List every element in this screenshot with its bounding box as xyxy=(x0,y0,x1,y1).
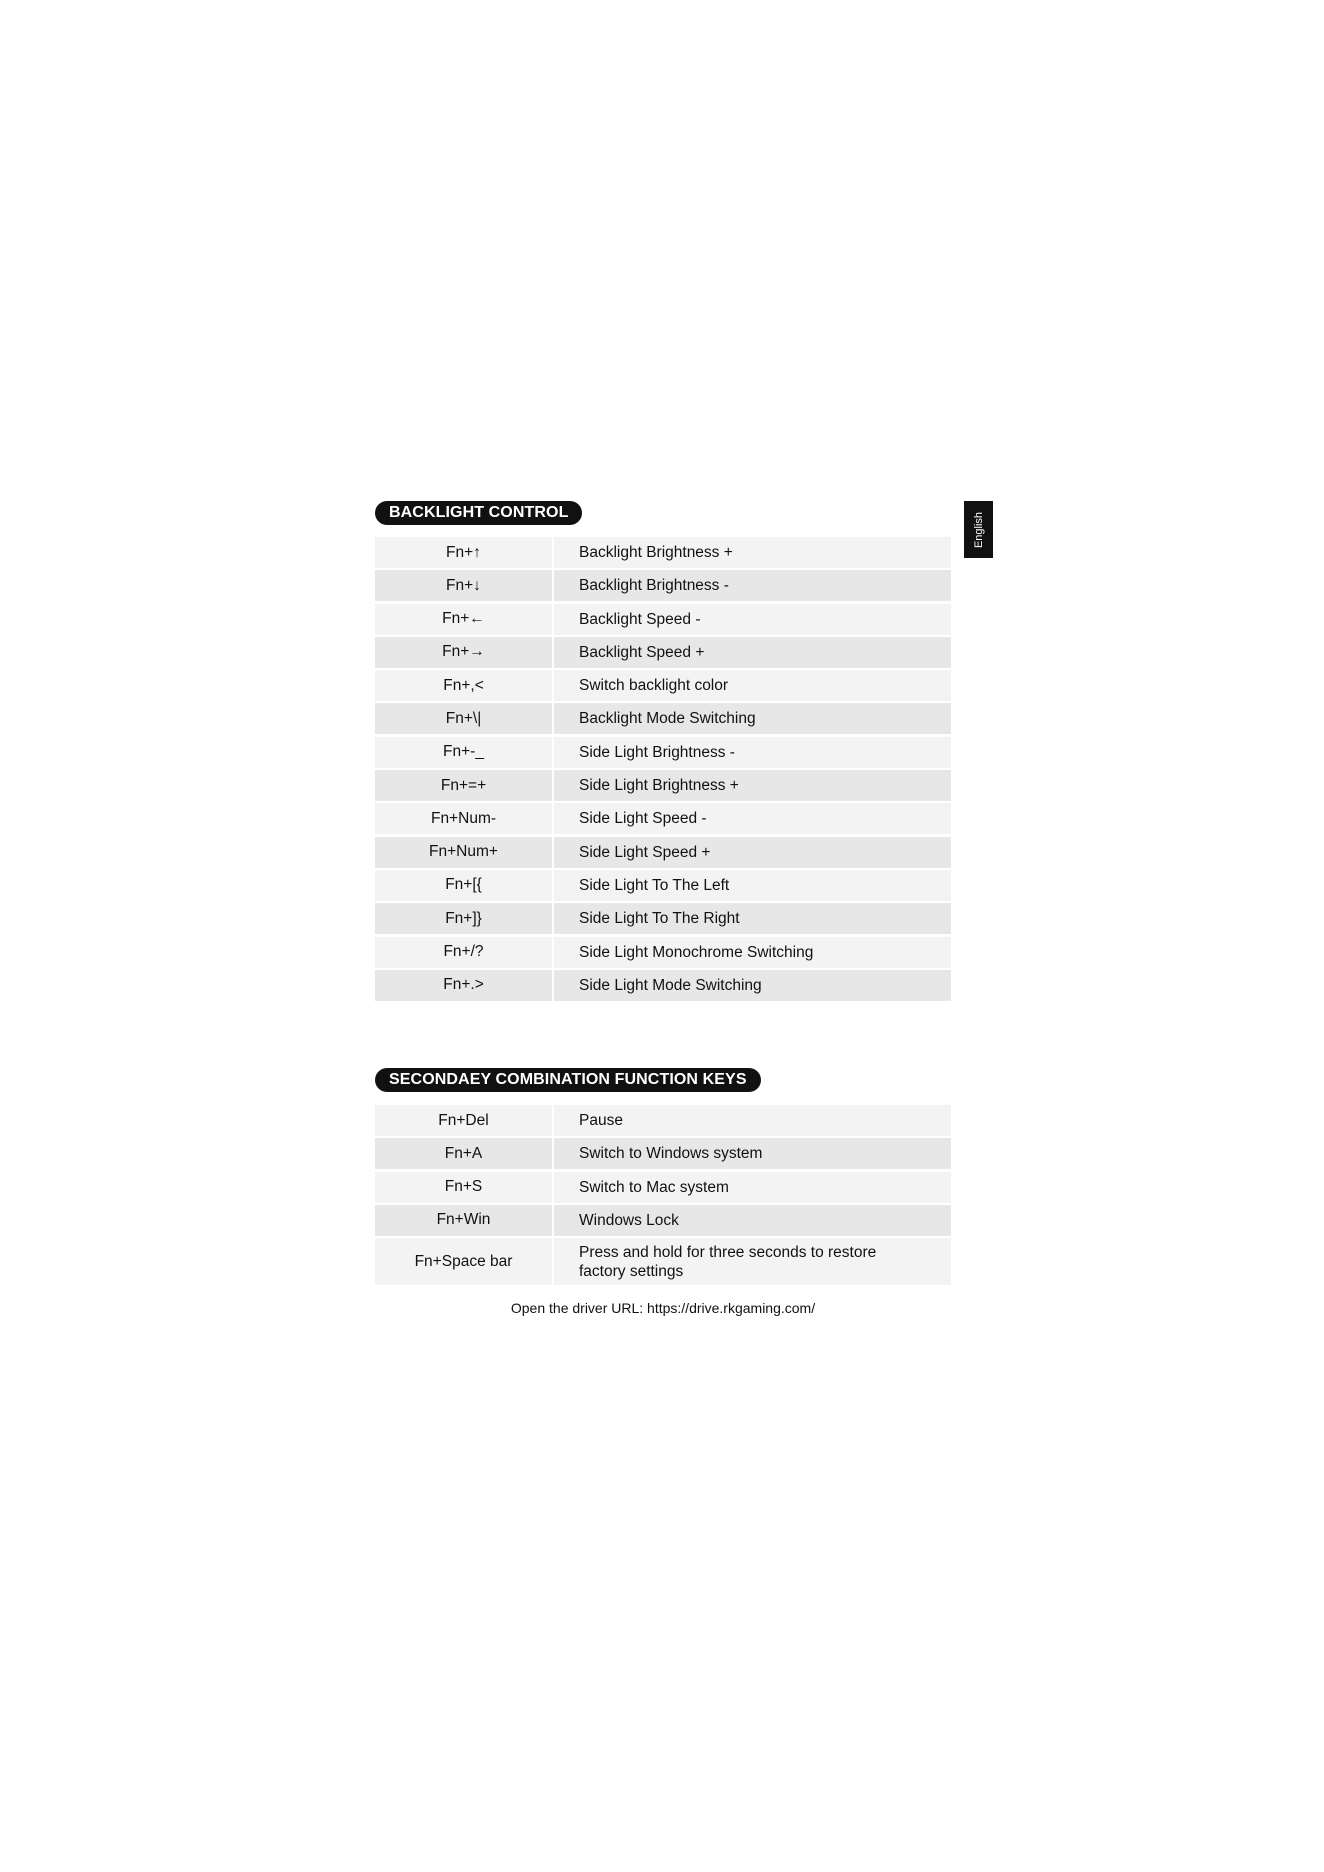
backlight-table xyxy=(375,537,951,1003)
key-function: Side Light Brightness + xyxy=(554,770,951,801)
key-function: Switch to Windows system xyxy=(554,1138,951,1169)
table-row xyxy=(375,604,951,635)
key-combo: Fn+A xyxy=(375,1138,552,1169)
table-row xyxy=(375,703,951,734)
table-row xyxy=(375,870,951,901)
table-row xyxy=(375,637,951,668)
key-function: Switch to Mac system xyxy=(554,1172,951,1203)
table-row xyxy=(375,1238,951,1285)
key-function: Windows Lock xyxy=(554,1205,951,1236)
key-function: Switch backlight color xyxy=(554,670,951,701)
language-tab-label: English xyxy=(972,511,985,548)
key-function: Side Light Monochrome Switching xyxy=(554,937,951,968)
secondary-table xyxy=(375,1105,951,1287)
secondary-section-title: SECONDAEY COMBINATION FUNCTION KEYS xyxy=(375,1068,761,1092)
key-function: Side Light To The Right xyxy=(554,903,951,934)
table-row xyxy=(375,803,951,834)
key-combo: Fn+S xyxy=(375,1172,552,1203)
key-combo: Fn+Num- xyxy=(375,803,552,834)
key-function: Side Light To The Left xyxy=(554,870,951,901)
table-row xyxy=(375,770,951,801)
language-tab xyxy=(964,501,993,558)
key-function: Backlight Brightness + xyxy=(554,537,951,568)
key-function: Side Light Speed - xyxy=(554,803,951,834)
table-row xyxy=(375,1172,951,1203)
table-row xyxy=(375,1138,951,1169)
key-combo: Fn+/? xyxy=(375,937,552,968)
key-function: Press and hold for three seconds to restore factory settings xyxy=(554,1238,951,1285)
key-function: Pause xyxy=(554,1105,951,1136)
table-row xyxy=(375,837,951,868)
key-combo: Fn+,< xyxy=(375,670,552,701)
driver-url-note: Open the driver URL: https://drive.rkgaming.com/ xyxy=(510,1300,816,1316)
key-combo: Fn+[{ xyxy=(375,870,552,901)
key-function: Backlight Speed - xyxy=(554,604,951,635)
key-combo: Fn+↑ xyxy=(375,537,552,568)
key-combo: Fn+→ xyxy=(375,637,552,668)
key-combo: Fn+.> xyxy=(375,970,552,1001)
table-row xyxy=(375,570,951,601)
table-row xyxy=(375,537,951,568)
key-combo: Fn+\| xyxy=(375,703,552,734)
key-combo: Fn+Num+ xyxy=(375,837,552,868)
table-row xyxy=(375,903,951,934)
table-row xyxy=(375,1205,951,1236)
key-combo: Fn+← xyxy=(375,604,552,635)
key-combo: Fn+Win xyxy=(375,1205,552,1236)
key-combo: Fn+↓ xyxy=(375,570,552,601)
table-row xyxy=(375,670,951,701)
key-function: Backlight Speed + xyxy=(554,637,951,668)
table-row xyxy=(375,737,951,768)
table-row xyxy=(375,970,951,1001)
backlight-section-title: BACKLIGHT CONTROL xyxy=(375,501,582,525)
key-function: Side Light Brightness - xyxy=(554,737,951,768)
key-combo: Fn+]} xyxy=(375,903,552,934)
key-function: Side Light Mode Switching xyxy=(554,970,951,1001)
table-row xyxy=(375,937,951,968)
key-combo: Fn+-_ xyxy=(375,737,552,768)
key-combo: Fn+=+ xyxy=(375,770,552,801)
key-combo: Fn+Del xyxy=(375,1105,552,1136)
table-row xyxy=(375,1105,951,1136)
key-function: Backlight Brightness - xyxy=(554,570,951,601)
key-function: Side Light Speed + xyxy=(554,837,951,868)
key-combo: Fn+Space bar xyxy=(375,1238,552,1285)
key-function: Backlight Mode Switching xyxy=(554,703,951,734)
